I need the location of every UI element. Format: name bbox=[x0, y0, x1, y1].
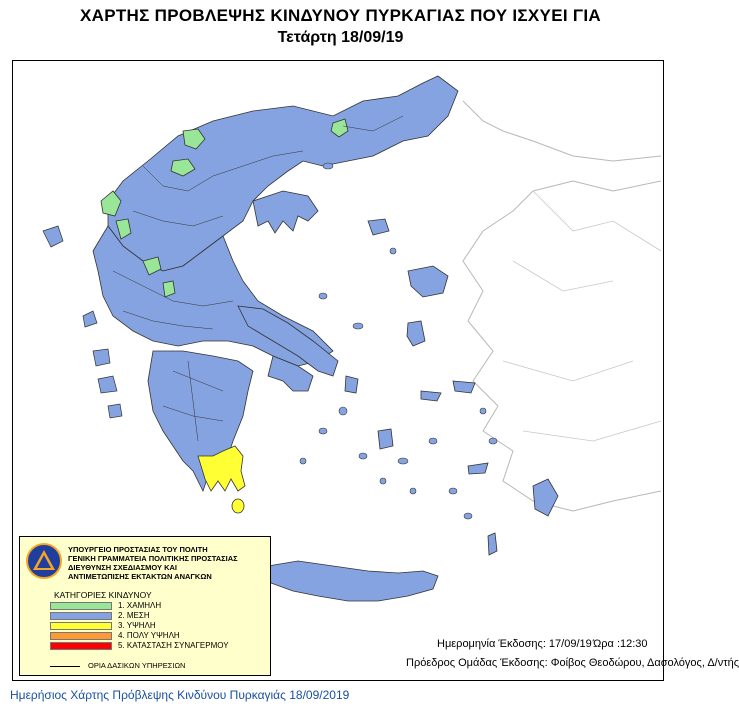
map-frame bbox=[12, 60, 739, 681]
issuer: Πρόεδρος Ομάδας Έκδοσης: Φοίβος Θεοδώρου, Δασολόγος, Δ/ντής bbox=[406, 657, 739, 669]
org-line-4: ΑΝΤΙΜΕΤΩΠΙΣΗΣ ΕΚΤΑΚΤΩΝ ΑΝΑΓΚΩΝ bbox=[68, 572, 212, 581]
island-andros[interactable] bbox=[345, 376, 358, 393]
category-swatch bbox=[50, 642, 112, 650]
island-ikaria[interactable] bbox=[421, 391, 441, 401]
category-swatch bbox=[50, 632, 112, 640]
island-kos[interactable] bbox=[468, 463, 488, 474]
map-subtitle: Τετάρτη 18/09/19 bbox=[277, 29, 404, 46]
region-north-greece[interactable] bbox=[108, 76, 458, 271]
category-swatch bbox=[50, 622, 112, 630]
issue-time: Ώρα :12:30 bbox=[593, 638, 648, 650]
category-swatch bbox=[50, 602, 112, 610]
small-islands bbox=[300, 163, 497, 519]
issue-date: Ημερομηνία Έκδοσης: 17/09/19 bbox=[437, 638, 592, 650]
category-label: 5. ΚΑΤΑΣΤΑΣΗ ΣΥΝΑΓΕΡΜΟΥ bbox=[118, 641, 229, 650]
island-rhodes[interactable] bbox=[533, 479, 558, 516]
island-samos[interactable] bbox=[453, 381, 475, 393]
island-karpathos[interactable] bbox=[488, 533, 497, 555]
image-caption[interactable]: Ημερήσιος Χάρτης Πρόβλεψης Κινδύνου Πυρκαγιάς 18/09/2019 bbox=[10, 688, 350, 702]
category-label: 1. ΧΑΜΗΛΗ bbox=[118, 601, 162, 610]
island-naxos[interactable] bbox=[378, 429, 393, 449]
island-lemnos[interactable] bbox=[368, 219, 389, 235]
category-label: 4. ΠΟΛΥ ΥΨΗΛΗ bbox=[118, 631, 180, 640]
region-chalkidiki[interactable] bbox=[253, 191, 318, 233]
legend-panel bbox=[19, 536, 271, 676]
categories-title: ΚΑΤΗΓΟΡΙΕΣ ΚΙΝΔΥΝΟΥ bbox=[54, 590, 152, 600]
boundary-line-swatch bbox=[50, 666, 80, 667]
island-lesvos[interactable] bbox=[408, 266, 448, 297]
island-crete[interactable] bbox=[268, 561, 438, 601]
org-line-2: ΓΕΝΙΚΗ ΓΡΑΜΜΑΤΕΙΑ ΠΟΛΙΤΙΚΗΣ ΠΡΟΣΤΑΣΙΑΣ bbox=[68, 554, 238, 563]
category-label: 3. ΥΨΗΛΗ bbox=[118, 621, 156, 630]
org-line-1: ΥΠΟΥΡΓΕΙΟ ΠΡΟΣΤΑΣΙΑΣ ΤΟΥ ΠΟΛΙΤΗ bbox=[68, 545, 208, 554]
civil-protection-logo bbox=[26, 543, 62, 579]
map-title: ΧΑΡΤΗΣ ΠΡΟΒΛΕΨΗΣ ΚΙΝΔΥΝΟΥ ΠΥΡΚΑΓΙΑΣ ΠΟΥ ΙΣΧΥΕΙ ΓΙΑ bbox=[79, 6, 601, 25]
boundary-label: ΟΡΙΑ ΔΑΣΙΚΩΝ ΥΠΗΡΕΣΙΩΝ bbox=[88, 661, 186, 670]
category-label: 2. ΜΕΣΗ bbox=[118, 611, 150, 620]
category-swatch bbox=[50, 612, 112, 620]
org-line-3: ΔΙΕΥΘΥΝΣΗ ΣΧΕΔΙΑΣΜΟΥ ΚΑΙ bbox=[68, 563, 178, 572]
region-kythira-high[interactable] bbox=[232, 499, 244, 513]
island-chios[interactable] bbox=[407, 321, 425, 346]
turkey-inner-lines bbox=[503, 191, 661, 441]
turkey-coastline bbox=[463, 101, 661, 511]
